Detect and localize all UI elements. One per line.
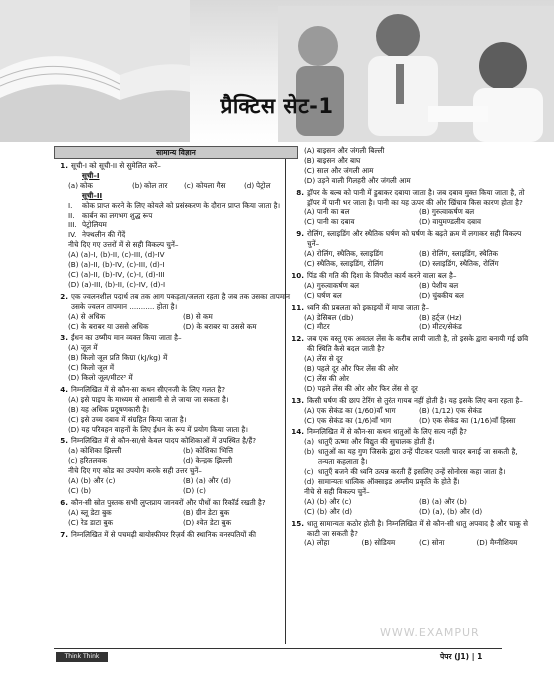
option-text: (B) (a) और (d): [183, 476, 231, 486]
option-text: (C) पानी का दबाव: [304, 217, 355, 227]
option-text: (A) (a)-I, (b)-II, (c)-III, (d)-IV: [68, 250, 165, 260]
option-text: (B) से कम: [183, 311, 213, 321]
option: [290, 176, 534, 186]
option-text: (D) उड़ने वाली गिलहरी और जंगली आम: [304, 175, 411, 185]
list2-value: कार्बन का लगभग शुद्ध रूप: [82, 210, 153, 220]
question-15: [290, 519, 534, 539]
question-2: [54, 292, 298, 312]
option-text: (D) स्लाइडिंग, स्थैतिक, रोलिंग: [419, 258, 499, 268]
question-10: [290, 271, 534, 281]
option-text: (B) यह अधिक प्रदूषणकारी है।: [68, 404, 149, 414]
option: [54, 425, 298, 435]
option: [290, 146, 534, 156]
option-text: (C) के बराबर या उससे अधिक: [68, 321, 149, 331]
question-7: [54, 530, 298, 540]
question-9: [290, 229, 534, 249]
option-text: (A) (b) और (c): [304, 496, 352, 506]
option-text: (A) लेंस से दूर: [304, 354, 343, 364]
question-number: 11.: [291, 302, 304, 312]
option-row: [290, 538, 534, 548]
statement-text: सामान्यतः धात्विक ऑक्साइड अम्लीय प्रकृति के होते हैं।: [318, 477, 460, 486]
option: [290, 364, 534, 374]
question-number: 9.: [296, 229, 304, 239]
list2-key: II.: [68, 210, 75, 220]
question-number: 5.: [60, 436, 68, 446]
option-text: (B) (a) और (b): [419, 496, 467, 506]
list1-row: [54, 181, 298, 191]
option: [54, 363, 298, 373]
page-footer: [440, 652, 482, 662]
instruction-row: [54, 466, 298, 476]
option-row: [290, 207, 534, 217]
option-row: [290, 313, 534, 323]
instruction-text: नीचे दिए गए कोड का उपयोग करके सही उत्तर चुनें–: [68, 466, 202, 476]
question-number: 12.: [291, 334, 304, 344]
option-text: (A) गुरुत्वाकर्षण बल: [304, 280, 360, 290]
list2-key: IV.: [68, 230, 77, 240]
list2-row: [54, 230, 298, 240]
question-text: पिंड की गति की दिशा के विपरीत कार्य करने वाला बल है–: [307, 270, 457, 280]
question-14: [290, 427, 534, 437]
option-text: (C) रेड डाटा बुक: [68, 517, 114, 527]
list1-value: कोल तार: [144, 180, 168, 190]
option-row: [290, 217, 534, 227]
question-text: ईंधन का उष्मीय मान व्यक्त किया जाता है–: [71, 333, 182, 343]
statement-text: धातुओं का यह गुण जिसके द्वारा उन्हें पीटकर पतली चादर बनाई जा सकती है, तन्यता कहलाता है।: [318, 447, 518, 467]
watermark: WWW.EXAMPUR: [380, 626, 480, 639]
option-row: [54, 508, 298, 518]
option-text: (C) एक सेकंड का (1/6)वाँ भाग: [304, 415, 392, 425]
statement-key: (d): [304, 477, 315, 486]
statement-key: (b): [304, 447, 315, 457]
option-text: (C) (b) और (d): [304, 506, 353, 516]
option: [54, 373, 298, 383]
question-4: [54, 385, 298, 395]
list1-value: पेट्रोल: [256, 180, 271, 190]
statement: [290, 477, 534, 487]
option: [290, 156, 534, 166]
list1-key: (c): [184, 180, 194, 190]
option-row: [290, 507, 534, 517]
option-text: (A) लोहा: [304, 538, 330, 548]
question-number: 13.: [291, 395, 304, 405]
paper-label: पेपर (J1): [440, 652, 470, 661]
option-text: (A) पानी का बल: [304, 207, 350, 217]
option: [54, 353, 298, 363]
option-text: (C) (b): [68, 486, 92, 495]
option: [54, 270, 298, 280]
option: [54, 395, 298, 405]
option-text: (D) किलो जूल/मीटर³ में: [68, 373, 133, 383]
option-text: (B) सोडियम: [361, 538, 396, 548]
option: [54, 415, 298, 425]
option-row: [54, 518, 298, 528]
option-text: (B) किलो जूल प्रति किग्रा (kJ/kg) में: [68, 353, 168, 363]
question-12: [290, 334, 534, 354]
option-text: (B) रोलिंग, स्लाइडिंग, स्थैतिक: [419, 249, 499, 259]
question-number: 10.: [291, 270, 304, 280]
question-5: [54, 436, 298, 446]
option: [290, 166, 534, 176]
option-text: (a) कोशिका झिल्ली: [68, 446, 122, 456]
statement: [290, 467, 534, 477]
list-title-row: [54, 191, 298, 201]
option-text: (d) केन्द्रक झिल्ली: [183, 456, 233, 466]
open-book-image: [0, 0, 190, 142]
option-text: (B) बाइसन और बाघ: [304, 155, 361, 165]
question-1: [54, 161, 298, 171]
list2-key: III.: [68, 220, 77, 230]
children-reading-image: [278, 6, 554, 142]
option-text: (b) कोशिका भित्ति: [183, 446, 233, 456]
option-row: [54, 476, 298, 486]
option-text: (D) मीटर/सेकंड: [419, 322, 462, 332]
option-text: (A) (b) और (c): [68, 476, 116, 486]
left-column: [54, 146, 298, 540]
option-text: (A) डेसिबल (db): [304, 312, 354, 322]
option-text: (C) (a)-II, (b)-IV, (c)-I, (d)-III: [68, 269, 165, 279]
option-text: (A) एक सेकंड का (1/60)वाँ भाग: [304, 405, 396, 415]
list1-key: (d): [244, 180, 255, 190]
option-text: (D) के बराबर या उससे कम: [183, 321, 257, 331]
option-text: (D) वायुमण्डलीय दबाव: [419, 217, 481, 227]
question-number: 7.: [60, 529, 68, 539]
header-banner: [0, 0, 554, 142]
option-text: (B) (a)-II, (b)-IV, (c)-III, (d)-I: [68, 260, 165, 270]
option: [54, 260, 298, 270]
option: [54, 280, 298, 290]
statement-text: धातुएँ बजने की ध्वनि उत्पन्न करती हैं इसलिए उन्हें सोनोरस कहा जाता है।: [318, 467, 506, 477]
option-text: (A) बाइसन और जंगली बिल्ली: [304, 146, 385, 155]
page-number: 1: [477, 652, 483, 661]
option-text: (B) पेशीय बल: [419, 280, 459, 290]
question-number: 3.: [60, 333, 68, 343]
option-text: (C) सोना: [419, 538, 445, 548]
option-text: (B) गुरुत्वाकर्षण बल: [419, 207, 475, 217]
question-text: रोलिंग, स्लाइडिंग और स्थैतिक घर्षण को घर्षण के बढ़ते क्रम में लगाकर सही विकल्प चुनें–: [307, 229, 522, 249]
question-8: [290, 188, 534, 208]
option-text: (D) एक सेकंड का (1/16)वाँ हिस्सा: [419, 415, 516, 425]
list1-key: (b): [132, 180, 143, 190]
statement-key: (a): [304, 437, 315, 447]
question-number: 14.: [291, 427, 304, 437]
question-text: निम्नलिखित में से पचमढ़ी बायोस्फीयर रिज़र्व की स्थानिक वनस्पतियों की: [71, 529, 256, 539]
option: [290, 384, 534, 394]
list2-value: पेट्रोलियम: [82, 220, 107, 230]
question-text: ड्रॉपर के बल्ब को पानी में डुबाकर दबाया जाता है। जब दबाव मुक्त किया जाता है, तो ड्रॉपर में पानी भर जाता है। पानी का यह ऊपर की ओर खिंचाव किस कारण होता है?: [307, 187, 525, 207]
option-row: [54, 312, 298, 322]
question-number: 4.: [60, 384, 68, 394]
option-text: (B) पहले दूर और फिर लेंस की ओर: [304, 364, 399, 374]
instruction-text: नीचे दिए गए उत्तरों में से सही विकल्प चुनें–: [68, 240, 179, 250]
option-text: (A) जूल में: [68, 343, 98, 353]
footer-rule: [54, 648, 502, 649]
option-text: (A) इसे पाइप के माध्यम से आसानी से ले जाया जा सकता है।: [68, 394, 229, 404]
statement-text: धातुएँ ऊष्मा और विद्युत की सुचालक होती हैं।: [318, 437, 435, 447]
list2-value: कोक प्राप्त करने के लिए कोयले को प्रसंस्करण के दौरान प्राप्त किया जाता है।: [82, 200, 281, 210]
option: [54, 343, 298, 353]
question-text: जब एक वस्तु एक अवतल लेंस के करीब लायी जाती है, तो इसके द्वारा बनायी गई छवि की स्थिति कैसे बदल जाती है?: [307, 334, 529, 354]
option-text: (B) ग्रीन डेटा बुक: [183, 507, 230, 517]
question-text: निम्नलिखित में से कौन-सा/से केवल पादप कोशिकाओं में उपस्थित है/हैं?: [71, 436, 257, 446]
question-3: [54, 333, 298, 343]
option-text: (D) मैग्नीशियम: [476, 538, 518, 548]
list1-title: सूची–I: [82, 170, 100, 180]
list1-value: कोक: [80, 180, 93, 190]
question-number: 6.: [60, 497, 68, 507]
option-text: (c) हरितलवक: [68, 456, 107, 466]
question-text: कौन-सी स्रोत पुस्तक सभी लुप्तप्राय जानवरों और पौधों का रिकॉर्ड रखती है?: [71, 497, 266, 507]
statement: [290, 437, 534, 447]
option-row: [54, 322, 298, 332]
option: [54, 250, 298, 260]
publisher-logo: Think Think Think: [56, 652, 108, 662]
option-text: (C) इसे उच्च दबाव में संग्रहित किया जाता है।: [68, 414, 187, 424]
list2-row: [54, 220, 298, 230]
option-row: [290, 322, 534, 332]
option-text: (B) हर्ट्ज (Hz): [419, 312, 462, 322]
question-number: 1.: [60, 161, 68, 170]
option-text: (C) लेंस की ओर: [304, 373, 349, 383]
question-number: 8.: [296, 187, 304, 197]
option-row: [290, 497, 534, 507]
option-text: (C) स्थैतिक, स्लाइडिंग, रोलिंग: [304, 258, 384, 268]
option-text: (D) चुंबकीय बल: [419, 290, 464, 300]
page-title: प्रैक्टिस सेट-1: [220, 94, 334, 118]
option-text: (C) साल और जंगली आम: [304, 165, 374, 175]
option-text: (D) (a), (b) और (d): [419, 506, 483, 516]
question-6: [54, 498, 298, 508]
question-text: निम्नलिखित में से कौन-सा कथन सीएनजी के लिए गलत है?: [71, 384, 226, 394]
option-row: [290, 291, 534, 301]
option-row: [54, 486, 298, 496]
option-text: (D) (c): [183, 486, 206, 495]
list-title-row: [54, 171, 298, 181]
option-text: (D) श्वेत डेटा बुक: [183, 517, 232, 527]
option-row: [290, 406, 534, 416]
option-text: (A) रोलिंग, स्थैतिक, स्लाइडिंग: [304, 249, 384, 259]
instruction-text: नीचे से सही विकल्प चुनें–: [304, 486, 370, 496]
option-text: (D) पहले लेंस की ओर और फिर लेंस से दूर: [304, 383, 418, 393]
statement-key: (c): [304, 467, 314, 477]
option: [290, 354, 534, 364]
question-11: [290, 303, 534, 313]
statement: [290, 447, 534, 467]
option-row: [54, 446, 298, 456]
footer-separator: |: [471, 652, 475, 661]
question-text: ध्वनि की प्रबलता को इकाइयों में मापा जाता है–: [307, 302, 430, 312]
instruction-row: [290, 487, 534, 497]
option-row: [290, 281, 534, 291]
question-text: सूची-I को सूची-II से सुमेलित करें–: [71, 161, 161, 170]
option-row: [290, 416, 534, 426]
option-row: [290, 259, 534, 269]
option-text: (B) (1/12) एक सेकंड: [419, 405, 482, 415]
list2-row: [54, 211, 298, 221]
option-text: (A) ब्लू डेटा बुक: [68, 507, 112, 517]
question-number: 15.: [291, 518, 304, 528]
list2-title: सूची–II: [82, 190, 103, 200]
option-text: (C) किलो जूल में: [68, 363, 115, 373]
list2-value: नेफ्थलीन की गेंदें: [82, 230, 126, 240]
right-column: [290, 146, 534, 548]
question-number: 2.: [60, 291, 68, 301]
instruction-row: [54, 240, 298, 250]
list1-key: (a): [68, 180, 79, 190]
list2-row: [54, 201, 298, 211]
option-text: (D) यह परिवहन वाहनों के लिए ईंधन के रूप में प्रयोग किया जाता है।: [68, 424, 248, 434]
question-text: धातु सामान्यतः कठोर होती है। निम्नलिखित में से कौन-सी धातु अपवाद है और चाकू से काटी जा सकती है?: [307, 518, 528, 538]
list1-value: कोयला गैस: [196, 180, 226, 190]
option-text: (D) (a)-III, (b)-II, (c)-IV, (d)-I: [68, 279, 166, 289]
question-text: एक ज्वलनशील पदार्थ तब तक आग पकड़ता/जलता रहता है जब तक उसका तापमान उसके ज्वलन तापमान ........... होता है।: [71, 291, 291, 311]
option-row: [54, 456, 298, 466]
question-text: निम्नलिखित में से कौन-सा कथन धातुओं के लिए सत्य नहीं है?: [307, 427, 467, 437]
option-row: [290, 249, 534, 259]
option: [54, 405, 298, 415]
option-text: (A) से अधिक: [68, 311, 106, 321]
question-text: किसी घर्षण की छाप टेरिंग से तुरंत गायब नहीं होती है। यह इसके लिए बना रहता है–: [307, 395, 523, 405]
section-heading: सामान्य विज्ञान: [54, 146, 298, 159]
option-text: (C) मीटर: [304, 322, 330, 332]
question-13: [290, 396, 534, 406]
option: [290, 374, 534, 384]
option-text: (C) घर्षण बल: [304, 290, 342, 300]
list2-key: I.: [68, 200, 73, 210]
